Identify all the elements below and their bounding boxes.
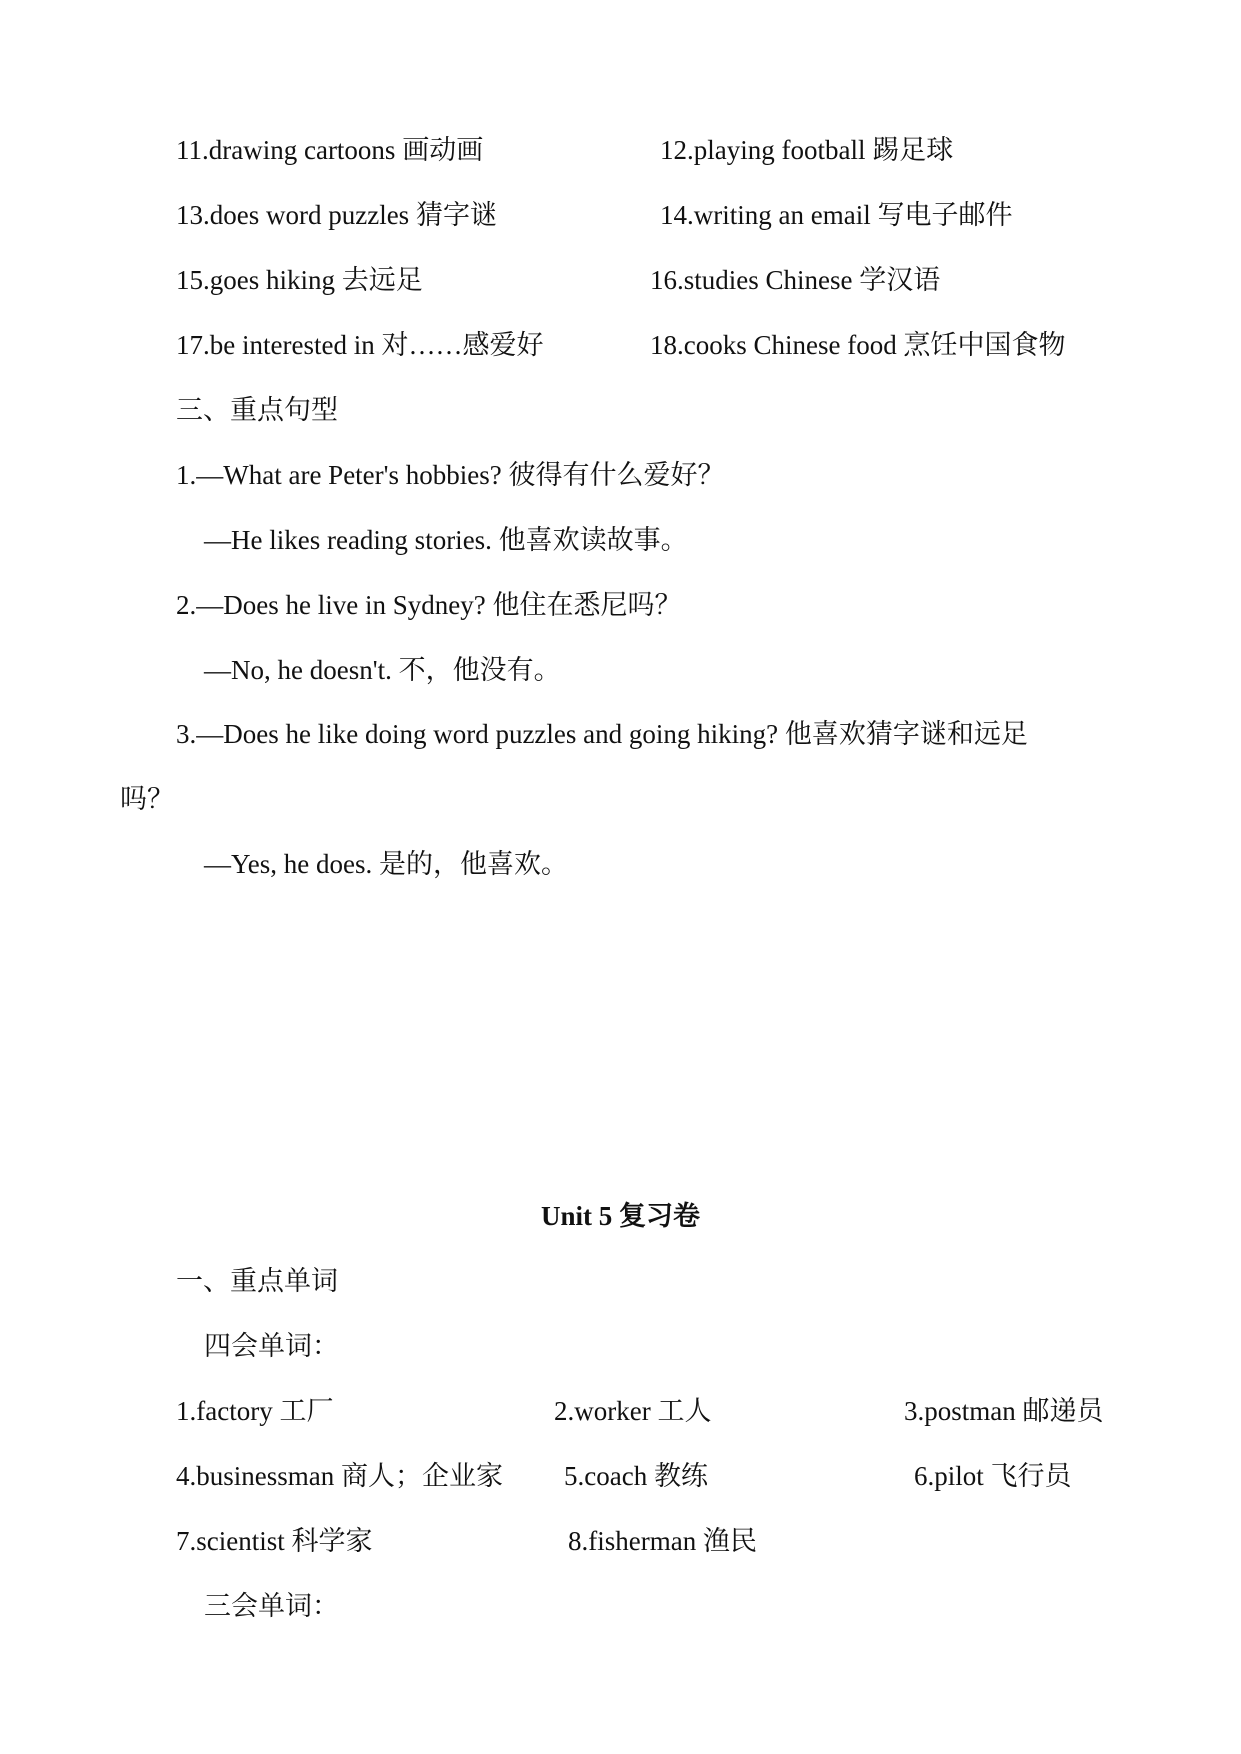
- sentence-a3: —Yes, he does. 是的，他喜欢。: [204, 849, 569, 879]
- phrase-18: 18.cooks Chinese food 烹饪中国食物: [650, 330, 1066, 360]
- word-2: 2.worker 工人: [554, 1396, 712, 1426]
- word-3: 3.postman 邮递员: [904, 1396, 1104, 1426]
- word-6: 6.pilot 飞行员: [914, 1461, 1072, 1491]
- three-skill-words-label: 三会单词：: [204, 1591, 339, 1621]
- phrase-16: 16.studies Chinese 学汉语: [650, 265, 941, 295]
- word-4: 4.businessman 商人；企业家: [176, 1461, 503, 1491]
- sentence-q1: 1.—What are Peter's hobbies? 彼得有什么爱好？: [176, 460, 725, 490]
- phrase-11: 11.drawing cartoons 画动画: [176, 135, 484, 165]
- sentence-a2: —No, he doesn't. 不，他没有。: [204, 655, 561, 685]
- word-7: 7.scientist 科学家: [176, 1526, 373, 1556]
- word-8: 8.fisherman 渔民: [568, 1526, 757, 1556]
- sentence-a1: —He likes reading stories. 他喜欢读故事。: [204, 525, 688, 555]
- sentence-q2: 2.—Does he live in Sydney? 他住在悉尼吗？: [176, 590, 682, 620]
- phrase-13: 13.does word puzzles 猜字谜: [176, 200, 497, 230]
- word-1: 1.factory 工厂: [176, 1396, 334, 1426]
- sentence-q3-line1: 3.—Does he like doing word puzzles and going hiking? 他喜欢猜字谜和远足: [176, 719, 1028, 749]
- phrase-14: 14.writing an email 写电子邮件: [660, 200, 1013, 230]
- word-5: 5.coach 教练: [564, 1461, 708, 1491]
- section-heading-key-words: 一、重点单词: [176, 1266, 338, 1296]
- four-skill-words-label: 四会单词：: [204, 1331, 339, 1361]
- phrase-15: 15.goes hiking 去远足: [176, 265, 423, 295]
- sentence-q3-line2: 吗？: [120, 784, 174, 814]
- unit-title: Unit 5 复习卷: [540, 1201, 700, 1231]
- section-heading-key-sentences: 三、重点句型: [176, 395, 338, 425]
- phrase-17: 17.be interested in 对……感爱好: [176, 330, 544, 360]
- phrase-12: 12.playing football 踢足球: [660, 135, 954, 165]
